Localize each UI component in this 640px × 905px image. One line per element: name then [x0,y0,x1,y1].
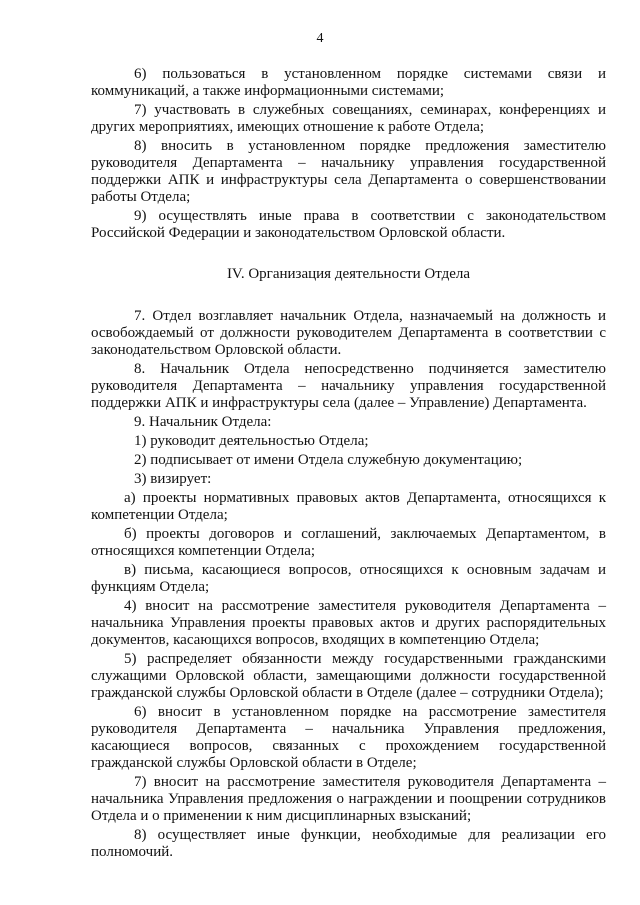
document-body [91,66,606,863]
head-duty-6: 6) вносит в установленном порядке на рассмотрение заместителя руководителя Департамента – начальника Управления предложения, касающиеся вопросов, связанных с прохождением государственной гражданской службы Орловской области в Отделе; [91,704,606,771]
head-duty-4: 4) вносит на рассмотрение заместителя руководителя Департамента – начальника Управления проекты правовых актов и других распорядительных документов, касающихся вопросов, входящих в компетенцию Отдела; [91,598,606,648]
visa-item-b: б) проекты договоров и соглашений, заключаемых Департаментом, в относящихся компетенции Отдела; [91,526,606,559]
section-heading: IV. Организация деятельности Отдела [226,266,471,282]
head-duty-7: 7) вносит на рассмотрение заместителя руководителя Департамента – начальника Управления предложения о награждении и поощрении сотрудников Отдела и о применении к ним дисциплинарных взысканий; [91,774,606,824]
paragraph-7: 7. Отдел возглавляет начальник Отдела, назначаемый на должность и освобождаемый от должности руководителем Департамента в соответствии с законодательством Орловской области. [91,308,606,358]
visa-item-v: в) письма, касающиеся вопросов, относящихся к основным задачам и функциям Отдела; [91,562,606,595]
head-duty-3: 3) визирует: [134,471,212,487]
rights-item-6: 6) пользоваться в установленном порядке системами связи и коммуникаций, а также информационными системами; [91,66,606,99]
rights-item-8: 8) вносить в установленном порядке предложения заместителю руководителя Департамента – начальнику управления государственной поддержки АПК и инфраструктуры села Департамента о совершенствовании работы Отдела; [91,138,606,205]
page-number: 4 [316,31,324,46]
visa-item-a: а) проекты нормативных правовых актов Департамента, относящихся к компетенции Отдела; [91,490,606,523]
head-duty-2: 2) подписывает от имени Отдела служебную документацию; [134,452,523,468]
head-duty-1: 1) руководит деятельностью Отдела; [134,433,369,449]
head-duty-5: 5) распределяет обязанности между государственными гражданскими служащими Орловской области, замещающими должности государственной гражданской службы Орловской области в Отделе (далее – сотрудники Отдела); [91,651,606,701]
rights-item-7: 7) участвовать в служебных совещаниях, семинарах, конференциях и других мероприятиях, имеющих отношение к работе Отдела; [91,102,606,135]
head-duty-8: 8) осуществляет иные функции, необходимые для реализации его полномочий. [91,827,606,860]
paragraph-9: 9. Начальник Отдела: [134,414,272,430]
rights-item-9: 9) осуществлять иные права в соответствии с законодательством Российской Федерации и законодательством Орловской области. [91,208,606,241]
paragraph-8: 8. Начальник Отдела непосредственно подчиняется заместителю руководителя Департамента – начальнику управления государственной поддержки АПК и инфраструктуры села (далее – Управление) Департамента. [91,361,606,411]
